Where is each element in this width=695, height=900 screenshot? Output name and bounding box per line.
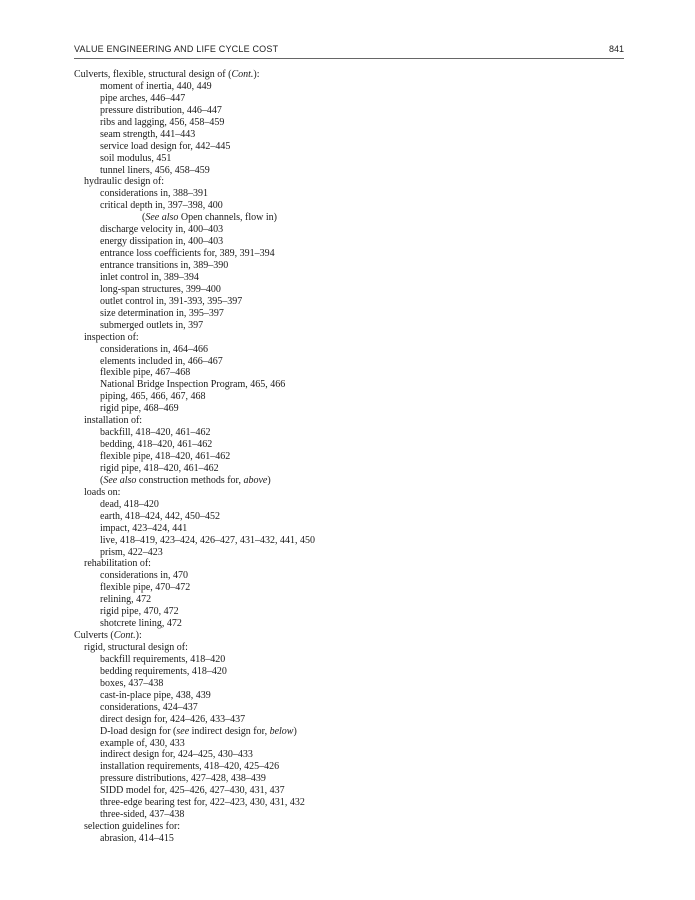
index-entry — [74, 141, 634, 153]
index-entry-text: impact, 423–424, 441 — [100, 522, 188, 534]
index-entry — [74, 475, 634, 487]
index-entry-text: ( — [142, 212, 146, 224]
index-entry-text: elements included in, 466–467 — [100, 355, 223, 367]
index-entry — [74, 809, 634, 821]
index-entry — [74, 129, 634, 141]
index-entry-text: ): — [253, 69, 260, 80]
index-entry — [74, 236, 634, 248]
index-entry — [74, 451, 634, 463]
index-entry — [74, 427, 634, 439]
index-entry — [74, 821, 634, 833]
index-entry — [74, 332, 634, 344]
index-entry — [74, 344, 634, 356]
index-entry-text: rigid, structural design of: — [84, 642, 188, 653]
index-entry — [74, 356, 634, 368]
index-entry — [74, 547, 634, 559]
index-entry — [74, 296, 634, 308]
index-entry-text: considerations in, 470 — [100, 570, 189, 582]
index-entry — [74, 93, 634, 105]
index-entry-text: soil modulus, 451 — [100, 152, 172, 164]
index-entry — [74, 714, 634, 726]
index-entry-italic-text: below — [269, 725, 294, 737]
index-entry-text: Culverts, flexible, structural design of ( — [74, 69, 232, 80]
index-entry-italic-text: see — [176, 725, 190, 737]
index-entry — [74, 320, 634, 332]
index-entry — [74, 690, 634, 702]
index-entry — [74, 487, 634, 499]
index-entry — [74, 176, 634, 188]
index-entry — [74, 463, 634, 475]
index-entry — [74, 606, 634, 618]
index-entry — [74, 212, 634, 224]
index-entry — [74, 415, 634, 427]
index-entry-text: inspection of: — [84, 331, 139, 343]
index-entry — [74, 391, 634, 403]
index-entry-text: construction methods for, — [136, 474, 244, 486]
index-entry — [74, 523, 634, 535]
index-entry — [74, 165, 634, 177]
index-entry-text: piping, 465, 466, 467, 468 — [100, 391, 206, 403]
index-entry-text: bedding requirements, 418–420 — [100, 665, 227, 677]
index-entry-text: earth, 418–424, 442, 450–452 — [100, 510, 220, 522]
index-entry-text: three-sided, 437–438 — [100, 809, 185, 821]
index-entry-text: example of, 430, 433 — [100, 737, 185, 749]
index-entry-text: flexible pipe, 467–468 — [100, 367, 191, 379]
page-number: 841 — [608, 44, 624, 54]
index-entry-text: rigid pipe, 418–420, 461–462 — [100, 462, 219, 474]
index-entry — [74, 833, 634, 845]
index-entry-text: rigid pipe, 468–469 — [100, 403, 179, 415]
index-entry — [74, 773, 634, 785]
index-entry-text: discharge velocity in, 400–403 — [100, 224, 224, 236]
index-entry — [74, 153, 634, 165]
index-entry-text: inlet control in, 389–394 — [100, 271, 199, 283]
index-entry-italic-text: above — [243, 474, 268, 486]
index-entry — [74, 535, 634, 547]
index-entry — [74, 308, 634, 320]
index-entry — [74, 738, 634, 750]
index-entry — [74, 511, 634, 523]
index-entry-text: pipe arches, 446–447 — [100, 92, 186, 104]
index-entry-text: pressure distribution, 446–447 — [100, 104, 222, 116]
index-entry — [74, 654, 634, 666]
index-entry-text: tunnel liners, 456, 458–459 — [100, 164, 210, 176]
index-entry-text: flexible pipe, 470–472 — [100, 582, 191, 594]
index-entry — [74, 749, 634, 761]
index-entry-text: rehabilitation of: — [84, 558, 151, 570]
index-entry — [74, 726, 634, 738]
index-entry — [74, 761, 634, 773]
index-entry-text: backfill, 418–420, 461–462 — [100, 427, 211, 439]
index-entry — [74, 248, 634, 260]
index-entry-text: considerations in, 388–391 — [100, 188, 209, 200]
index-entry-text: dead, 418–420 — [100, 498, 159, 510]
index-entry-text: relining, 472 — [100, 594, 152, 606]
index-entry-italic-text: Cont. — [113, 630, 136, 642]
index-entry-text: critical depth in, 397–398, 400 — [100, 200, 223, 212]
index-entry — [74, 582, 634, 594]
index-entry-text: Open channels, flow in) — [178, 212, 277, 224]
index-entry-text: D-load design for ( — [100, 725, 177, 737]
index-entry-text: rigid pipe, 470, 472 — [100, 606, 179, 618]
index-entry-text: outlet control in, 391-393, 395–397 — [100, 295, 243, 307]
index-entry — [74, 797, 634, 809]
header-rule — [74, 58, 624, 59]
index-entry — [74, 81, 634, 93]
index-entry-text: hydraulic design of: — [84, 176, 164, 188]
index-entry — [74, 117, 634, 129]
index-entry-italic-text: See also — [103, 474, 137, 486]
index-entry — [74, 558, 634, 570]
index-entry — [74, 284, 634, 296]
index-entry — [74, 367, 634, 379]
index-entry — [74, 642, 634, 654]
index-entry-text: entrance loss coefficients for, 389, 391–394 — [100, 248, 275, 260]
index-entry-text: SIDD model for, 425–426, 427–430, 431, 437 — [100, 785, 285, 797]
index-entry-text: ribs and lagging, 456, 458–459 — [100, 116, 225, 128]
index-entry-text: loads on: — [84, 486, 121, 498]
index-entry-text: Culverts ( — [74, 630, 114, 642]
index-entry — [74, 188, 634, 200]
index-entry-text: boxes, 437–438 — [100, 677, 164, 689]
index-entry-text: ): — [135, 630, 142, 642]
index-entry-text: considerations in, 464–466 — [100, 343, 209, 355]
index-entry-text: submerged outlets in, 397 — [100, 319, 204, 331]
index-entry-text: indirect design for, — [189, 725, 270, 737]
index-entry-text: pressure distributions, 427–428, 438–439 — [100, 773, 266, 785]
index-list — [74, 69, 634, 845]
index-entry — [74, 618, 634, 630]
index-entry-text: considerations, 424–437 — [100, 701, 198, 713]
index-entry-text: installation requirements, 418–420, 425–426 — [100, 761, 280, 773]
index-entry-text: prism, 422–423 — [100, 546, 163, 558]
running-header-title: VALUE ENGINEERING AND LIFE CYCLE COST — [74, 44, 279, 54]
index-entry — [74, 224, 634, 236]
index-entry — [74, 379, 634, 391]
index-entry-text: indirect design for, 424–425, 430–433 — [100, 749, 253, 761]
index-entry — [74, 403, 634, 415]
index-entry-text: long-span structures, 399–400 — [100, 283, 221, 295]
index-entry — [74, 702, 634, 714]
index-entry-text: entrance transitions in, 389–390 — [100, 260, 229, 271]
index-entry-text: selection guidelines for: — [84, 821, 181, 833]
index-entry — [74, 785, 634, 797]
index-entry-text: National Bridge Inspection Program, 465, 466 — [100, 379, 286, 391]
index-entry — [74, 499, 634, 511]
index-entry-text: size determination in, 395–397 — [100, 307, 224, 319]
index-entry — [74, 678, 634, 690]
index-entry-text: seam strength, 441–443 — [100, 128, 196, 140]
index-entry-text: shotcrete lining, 472 — [100, 618, 182, 630]
index-entry — [74, 69, 634, 81]
index-entry — [74, 272, 634, 284]
index-entry-text: abrasion, 414–415 — [100, 833, 174, 844]
index-entry — [74, 439, 634, 451]
index-entry-text: installation of: — [84, 415, 143, 427]
index-entry — [74, 105, 634, 117]
index-entry-italic-text: See also — [145, 212, 179, 224]
index-entry — [74, 570, 634, 582]
index-entry-text: bedding, 418–420, 461–462 — [100, 439, 213, 451]
index-entry — [74, 200, 634, 212]
index-entry-text: live, 418–419, 423–424, 426–427, 431–432, 441, 450 — [100, 534, 315, 546]
index-entry-text: ) — [267, 474, 271, 486]
index-entry — [74, 594, 634, 606]
index-entry — [74, 666, 634, 678]
index-entry-text: flexible pipe, 418–420, 461–462 — [100, 451, 231, 462]
index-entry-text: backfill requirements, 418–420 — [100, 653, 226, 665]
index-entry-text: energy dissipation in, 400–403 — [100, 236, 224, 248]
index-entry — [74, 630, 634, 642]
index-entry-text: cast-in-place pipe, 438, 439 — [100, 689, 211, 701]
index-entry-italic-text: Cont. — [231, 69, 254, 80]
index-entry-text: ( — [100, 474, 104, 486]
index-entry-text: service load design for, 442–445 — [100, 140, 231, 152]
index-entry — [74, 260, 634, 272]
index-entry-text: direct design for, 424–426, 433–437 — [100, 713, 246, 725]
index-entry-text: moment of inertia, 440, 449 — [100, 80, 212, 92]
index-entry-text: three-edge bearing test for, 422–423, 430, 431, 432 — [100, 797, 305, 809]
index-entry-text: ) — [293, 725, 297, 737]
